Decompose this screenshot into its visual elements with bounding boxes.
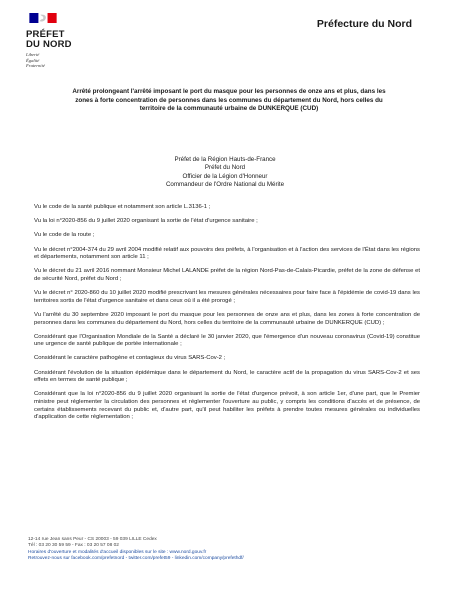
- logo-title: [26, 30, 96, 50]
- signatory-line: Officier de la Légion d'Honneur: [182, 172, 268, 180]
- footer-address: 12-14 rue Jean sans Peur - CS 20003 - 59 039 LILLE Cedex: [28, 537, 157, 542]
- considerant-paragraph: Considérant l'évolution de la situation épidémique dans le département du Nord, le caractère actif de la propagation du virus SARS-Cov-2 et ses effets en termes de santé publique ;: [34, 369, 420, 384]
- signatory-line: Commandeur de l'Ordre National du Mérite: [165, 181, 285, 189]
- visa-paragraph: Vu la loi n°2020-856 du 9 juillet 2020 organisant la sortie de l'état d'urgence sanitaire ;: [34, 218, 258, 225]
- prefet-du-nord-logo: [26, 10, 96, 69]
- logo-title-line2: DU NORD: [26, 39, 72, 50]
- footer-social-links[interactable]: Retrouvez-nous sur facebook.com/prefetnord - twitter.com/prefet59 - linkedin.com/company/prefethdf/: [28, 555, 244, 561]
- visa-paragraph: Vu le décret n°2004-374 du 29 avril 2004 modifié relatif aux pouvoirs des préfets, à l'organisation et à l'action des services de l'État dans les régions et départements, notamment son article 11 ;: [34, 246, 420, 261]
- logo-motto: [26, 52, 96, 69]
- considerant-paragraph: Considérant que l'Organisation Mondiale de la Santé a déclaré le 30 janvier 2020, que l'émergence d'un nouveau coronavirus (Covid-19) constitue une urgence de santé publique de portée internationale ;: [34, 333, 420, 348]
- title-line: zones à forte concentration de personnes dans les communes du département du Nord, hors celles du: [75, 96, 383, 104]
- visas-section: [34, 204, 420, 428]
- motto-liberte: Liberté: [26, 52, 40, 57]
- motto-fraternite: Fraternité: [26, 63, 45, 68]
- visa-paragraph: Vu le code de la santé publique et notamment son article L.3136-1 ;: [34, 204, 211, 210]
- visa-paragraph: Vu le décret du 21 avril 2016 nommant Monsieur Michel LALANDE préfet de la région Nord-Pas-de-Calais-Picardie, préfet de la zone de défense et de sécurité Nord, préfet du Nord ;: [34, 268, 420, 282]
- title-line: Arrêté prolongeant l'arrêté imposant le port du masque pour les personnes de onze ans et plus, dans les: [72, 88, 386, 95]
- arrete-title: [40, 88, 418, 114]
- footer-contact: [28, 537, 328, 562]
- logo-title-line1: PRÉFET: [26, 29, 65, 40]
- footer-website[interactable]: Horaires d'ouverture et modalités d'accueil disponibles sur le site : www.nord.gouv.fr: [28, 549, 207, 555]
- visa-paragraph: Vu l'arrêté du 30 septembre 2020 imposant le port du masque pour les personnes de onze ans et plus, dans les zones à forte concentration de personnes dans les communes du département du Nord, hors celles du territoire de la communauté urbaine de DUNKERQUE (CUD) ;: [34, 311, 420, 326]
- visa-paragraph: Vu le code de la route ;: [34, 232, 95, 239]
- title-line: territoire de la communauté urbaine de DUNKERQUE (CUD): [139, 105, 319, 113]
- signatory-line: Préfet de la Région Hauts-de-France: [174, 156, 276, 163]
- footer-phone: Tél : 03 20 30 59 59 - Fax : 03 20 57 08 02: [28, 543, 119, 549]
- signatory-line: Préfet du Nord: [204, 164, 246, 172]
- motto-egalite: Égalité: [26, 57, 40, 63]
- marianne-icon: [28, 13, 58, 23]
- considerant-paragraph: Considérant le caractère pathogène et contagieux du virus SARS-Cov-2 ;: [34, 355, 226, 362]
- signatory-block: [0, 156, 450, 190]
- prefecture-label: Préfecture du Nord: [316, 18, 412, 30]
- visa-paragraph: Vu le décret n° 2020-860 du 10 juillet 2020 modifié prescrivant les mesures générales nécessaires pour faire face à l'épidémie de covid-19 dans les territoires sortis de l'état d'urgence sanitaire et dans ceux où il a été prorogé ;: [34, 290, 420, 304]
- considerant-paragraph: Considérant que la loi n°2020-856 du 9 juillet 2020 organisant la sortie de l'état d'urgence prévoit, à son article 1er, d'une part, que le Premier ministre peut réglementer la circulation des personnes et réglementer l'ouverture au public, y compris les conditions d'accès et de présence, de certains établissements recevant du public et, d'autre part, qu'il peut habiliter les préfets à prendre toutes mesures générales ou individuelles d'application de cette réglementation ;: [34, 391, 420, 421]
